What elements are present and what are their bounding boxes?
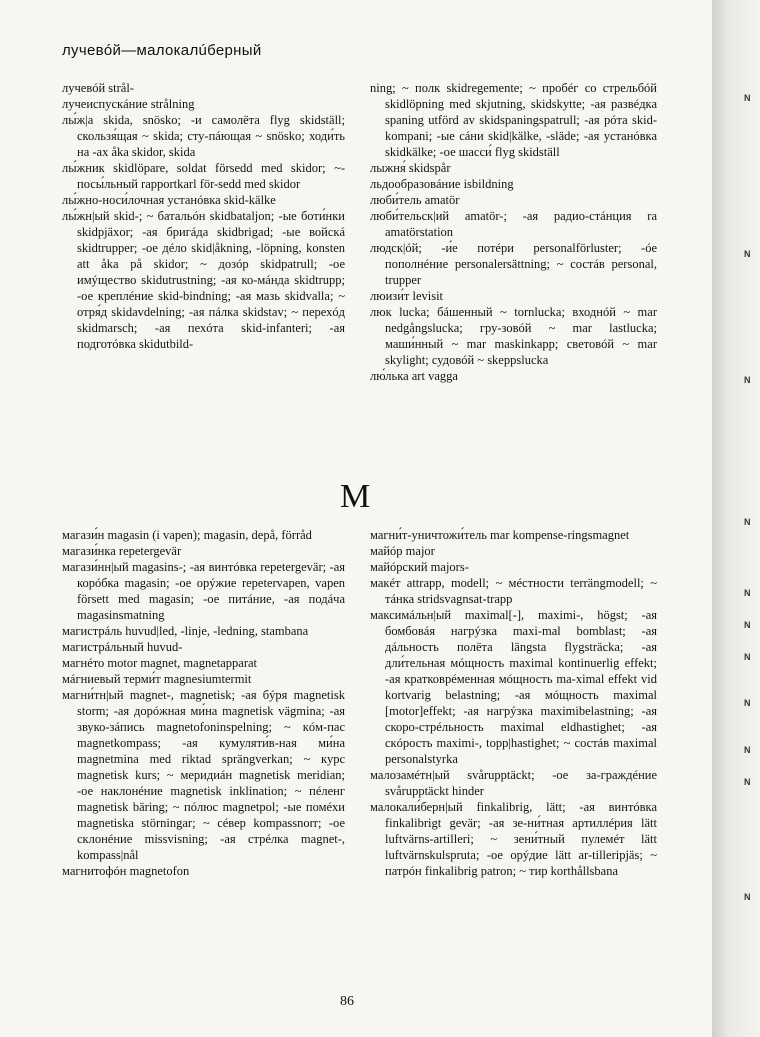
entry-top-left-0: лучевóй strål- [62, 81, 134, 95]
column-bottom-right [370, 527, 657, 879]
entry-bottom-left-1: магази́нка repetergevär [62, 544, 182, 558]
entry-top-left-1: лучеиспускáние strålning [62, 97, 195, 111]
entry-top-right-6: люизи́т levisit [370, 289, 444, 303]
page-number: 86 [340, 994, 354, 1009]
running-head: лучевóй—малокалúберный [62, 42, 262, 59]
section-letter: М [340, 478, 371, 515]
entry-bottom-left-5: магнéто motor magnet, magnetapparat [62, 656, 258, 670]
entry-bottom-right-0: магни́т-уничтожи́тель mar kompense-ringsmagnet [370, 528, 630, 542]
next-page-edge-letter: N [744, 777, 751, 787]
next-page-edge-letter: N [744, 698, 751, 708]
column-top-left [62, 80, 345, 352]
entry-top-right-2: льдообразовáние isbildning [370, 177, 514, 191]
entry-top-right-5: людск|óй; -и́е потéри personalförluster; -óе пополнéние personalersättning; ~ состáв personal, trupper [370, 241, 657, 287]
entry-top-right-8: лю́лька art vagga [370, 369, 458, 383]
next-page-edge-letter: N [744, 892, 751, 902]
next-page-edge-letter: N [744, 652, 751, 662]
entry-top-right-1: лыжня́ skidspår [370, 161, 451, 175]
column-bottom-left [62, 527, 345, 879]
entry-bottom-right-4: максимáльн|ый maximal[-], maximi-, högst; -ая бомбовáя нагрýзка maxi-mal bomblast; -ая дáльность полёта längsta flygsträcka; -ая дли́тельная мóщность maximal kontinuerlig effekt; -ая кратковрéменная мóщность ma-ximal effekt vid kortvarig belastning; -ая мóщность maximal [motor]effekt; -ая нагрýзка maximibelastning; -ая скоро-стрéльность maximal eldhastighet; -ая скóрость maximi-, topp|hastighet; ~ состáв maximal personalstyrka [370, 608, 657, 766]
entry-bottom-left-7: магни́тн|ый magnet-, magnetisk; -ая бýря magnetisk storm; -ая дорóжная ми́на magnetisk vägmina; -ая звуко-зáпись magnetofoninspelning; ~ кóм-пас magnetkompass; -ая кумуляти́в-ная ми́на magnetmina med riktad sprängverkan; ~ курс magnetisk kurs; ~ меридиáн magnetisk meridian; -ое наклонéние magnetisk inklination; ~ пéленг magnetisk bäring; ~ пóлюс magnetpol; -ые помéхи magnetiska störningar; ~ сéвер kompassnorr; -ое склонéние missvisning; -ая стрéлка magnet-, kompass|nål [62, 688, 345, 862]
next-page-edge-letter: N [744, 93, 751, 103]
entry-bottom-right-5: малозамéтн|ый svårupptäckt; -ое за-граждéние svårupptäckt hinder [370, 768, 657, 798]
next-page-edge-letter: N [744, 620, 751, 630]
entry-top-left-4: лы́жно-носи́лочная устанóвка skid-kälke [62, 193, 276, 207]
next-page-edge-letter: N [744, 588, 751, 598]
book-gutter [712, 0, 760, 1037]
next-page-edge-letter: N [744, 745, 751, 755]
entry-bottom-left-0: магази́н magasin (i vapen); magasin, depå, förråd [62, 528, 312, 542]
entry-bottom-left-3: магистрáль huvud|led, -linje, -ledning, stambana [62, 624, 309, 638]
entry-bottom-left-6: мáгниевый терми́т magnesiumtermit [62, 672, 252, 686]
entry-top-right-0: ning; ~ полк skidregemente; ~ пробéг со стрельбóй skidlöpning med skjutning, skidskytte; -ая развéдка spaning utförd av skidspaningspatrull; -ая рóта skid-kompani; -ые сáни skid|kälke, -släde; -ая устанóвка skidkälke; -ое шасси́ flyg skidställ [370, 81, 657, 159]
entry-top-left-5: лы́жн|ый skid-; ~ батальóн skidbataljon; -ые боти́нки skidpjäxor; -ая бригáда skidbrigad; -ые войскá skidtrupper; -ое дéло skid|åkning, -löpning, konsten att åka på skidor; ~ дозóр skidpatrull; -ое имýщество skidutrustning; -ая ко-мáнда skidtrupp; -ое креплéние skid-bindning; -ая мазь skidvalla; ~ отря́д skidavdelning; -ая пáлка skidstav; ~ перехóд skidmarsch; -ая пехóта skid-infanteri; -ая подготóвка skidutbild- [62, 209, 345, 351]
entry-bottom-right-3: макéт attrapp, modell; ~ мéстности terrängmodell; ~ тáнка stridsvagnsat-trapp [370, 576, 657, 606]
next-page-edge-letter: N [744, 517, 751, 527]
entry-bottom-left-4: магистрáльный huvud- [62, 640, 183, 654]
next-page-edge-letter: N [744, 249, 751, 259]
entry-top-right-3: люби́тель amatör [370, 193, 460, 207]
column-top-right [370, 80, 657, 384]
entry-bottom-right-2: майóрский majors- [370, 560, 469, 574]
entry-top-left-2: лы́ж|а skida, snösko; -и самолёта flyg skidställ; скользя́щая ~ skida; сту-пáющая ~ snösko; ходи́ть на -ах åka skidor, skida [62, 113, 345, 159]
entry-bottom-left-8: магнитофóн magnetofon [62, 864, 190, 878]
entry-top-right-7: люк lucka; бáшенный ~ tornlucka; входнóй ~ mar nedgångslucka; гру-зовóй ~ mar lastlucka; маши́нный ~ mar maskinkapp; световóй ~ mar skylight; судовóй ~ skeppslucka [370, 305, 657, 367]
entry-top-left-3: лы́жник skidlöpare, soldat försedd med skidor; ~-посы́льный rapportkarl för-sedd med skidor [62, 161, 345, 191]
entry-bottom-right-6: малокали́берн|ый finkalibrig, lätt; -ая винтóвка finkalibrigt gevär; -ая зе-ни́тная артиллéрия lätt luftvärns-artilleri; ~ зени́тный пулемéт lätt luftvärnskulspruta; -ое орýдие lätt ar-tilleripjäs; ~ патрóн finkalibrig patron; ~ тир korthållsbana [370, 800, 657, 878]
entry-bottom-left-2: магази́нн|ый magasins-; -ая винтóвка repetergevär; -ая корóбка magasin; -ое орýжие repetervapen, vapen försett med magasin; -ое питáние, -ая подáча magasinsmatning [62, 560, 345, 622]
entry-bottom-right-1: майóр major [370, 544, 435, 558]
next-page-edge-letter: N [744, 375, 751, 385]
entry-top-right-4: люби́тельск|ий amatör-; -ая радио-стáнция ra amatörstation [370, 209, 657, 239]
